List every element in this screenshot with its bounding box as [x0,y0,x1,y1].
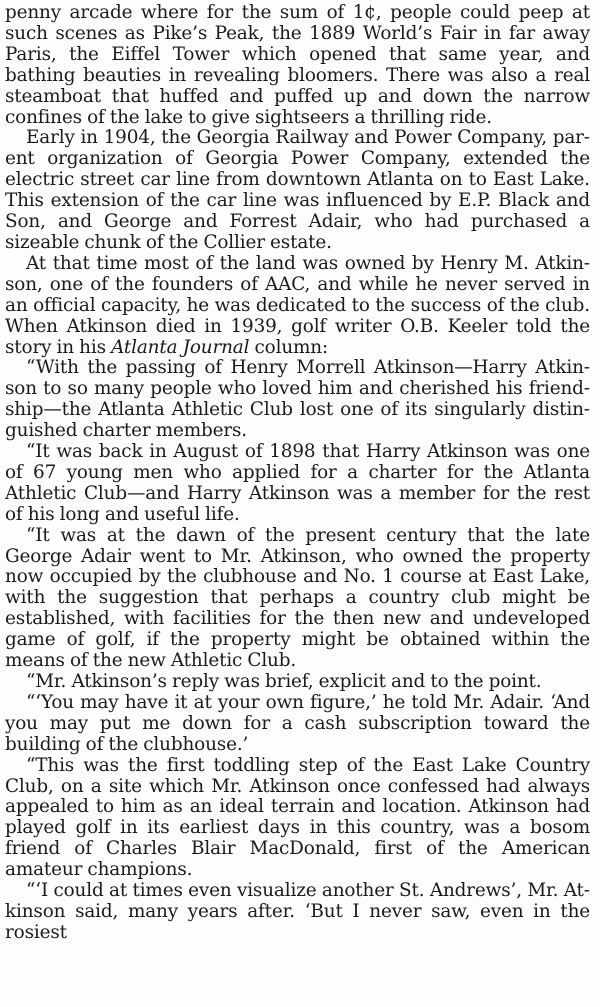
paragraph-quote-charter: “It was back in August of 1898 that Harry Atkinson was one of 67 young men who applied for a charter for the Atlanta Athletic Club—and Harry Atkinson was a member for the rest of his long and useful life. [5,441,590,525]
paragraph-atkinson-land [5,254,590,359]
paragraph-atkinson-land-text: At that time most of the land was owned by Henry M. Atkinson, one of the founders of AAC, and while he never served in an official capacity, he was dedicated to the success of the club. When Atkinson died in 1939, golf writer O.B. Keeler told the story in his [5,252,590,358]
paragraph-quote-own-figure: “‘You may have it at your own figure,’ he told Mr. Adair. ‘And you may put me down for a cash subscription toward the building of the clubhouse.’ [5,691,590,755]
paragraph-quote-first-step: “This was the first toddling step of the East Lake Country Club, on a site which Mr. Atkinson once confessed had always appealed to him as an ideal terrain and location. Atkinson had played golf in its earliest days in this country, was a bosom friend of Charles Blair MacDonald, first of the American amateur champions. [5,754,590,881]
paragraph-quote-adair-visit: “It was at the dawn of the present century that the late George Adair went to Mr. Atkinson, who owned the property now occupied by the clubhouse and No. 1 course at East Lake, with the suggestion that perhaps a country club might be established, with facilities for the then new and undeveloped game of golf, if the property might be obtained within the means of the new Athletic Club. [5,524,590,672]
paragraph-atkinson-land-end: column: [249,336,329,358]
body-text-column [5,3,590,944]
paragraph-quote-passing: “With the passing of Henry Morrell Atkinson—Harry Atkinson to so many people who loved him and cherished his friendship—the Atlanta Athletic Club lost one of its singularly distinguished charter members. [5,357,590,442]
paragraph-street-car-line: Early in 1904, the Georgia Railway and Power Company, parent organization of Georgia Power Company, extended the electric street car line from downtown Atlanta on to East Lake. This extension of the car line was influenced by E.P. Black and Son, and George and Forrest Adair, who had purchased a sizeable chunk of the Collier estate. [5,127,590,253]
paragraph-arcade-description: penny arcade where for the sum of 1¢, people could peep at such scenes as Pike’s Peak, the 1889 World’s Fair in far away Paris, the Eiffel Tower which opened that same year, and bathing beauties in revealing bloomers. There was also a real steamboat that huffed and puffed up and down the narrow confines of the lake to give sightseers a thrilling ride. [5,2,590,128]
newspaper-title: Atlanta Journal [111,336,250,358]
paragraph-quote-st-andrews: “‘I could at times even visualize another St. Andrews’, Mr. Atkinson said, many years after. ‘But I never saw, even in the rosiest [5,880,590,943]
paragraph-quote-reply: “Mr. Atkinson’s reply was brief, explicit and to the point. [26,671,542,692]
